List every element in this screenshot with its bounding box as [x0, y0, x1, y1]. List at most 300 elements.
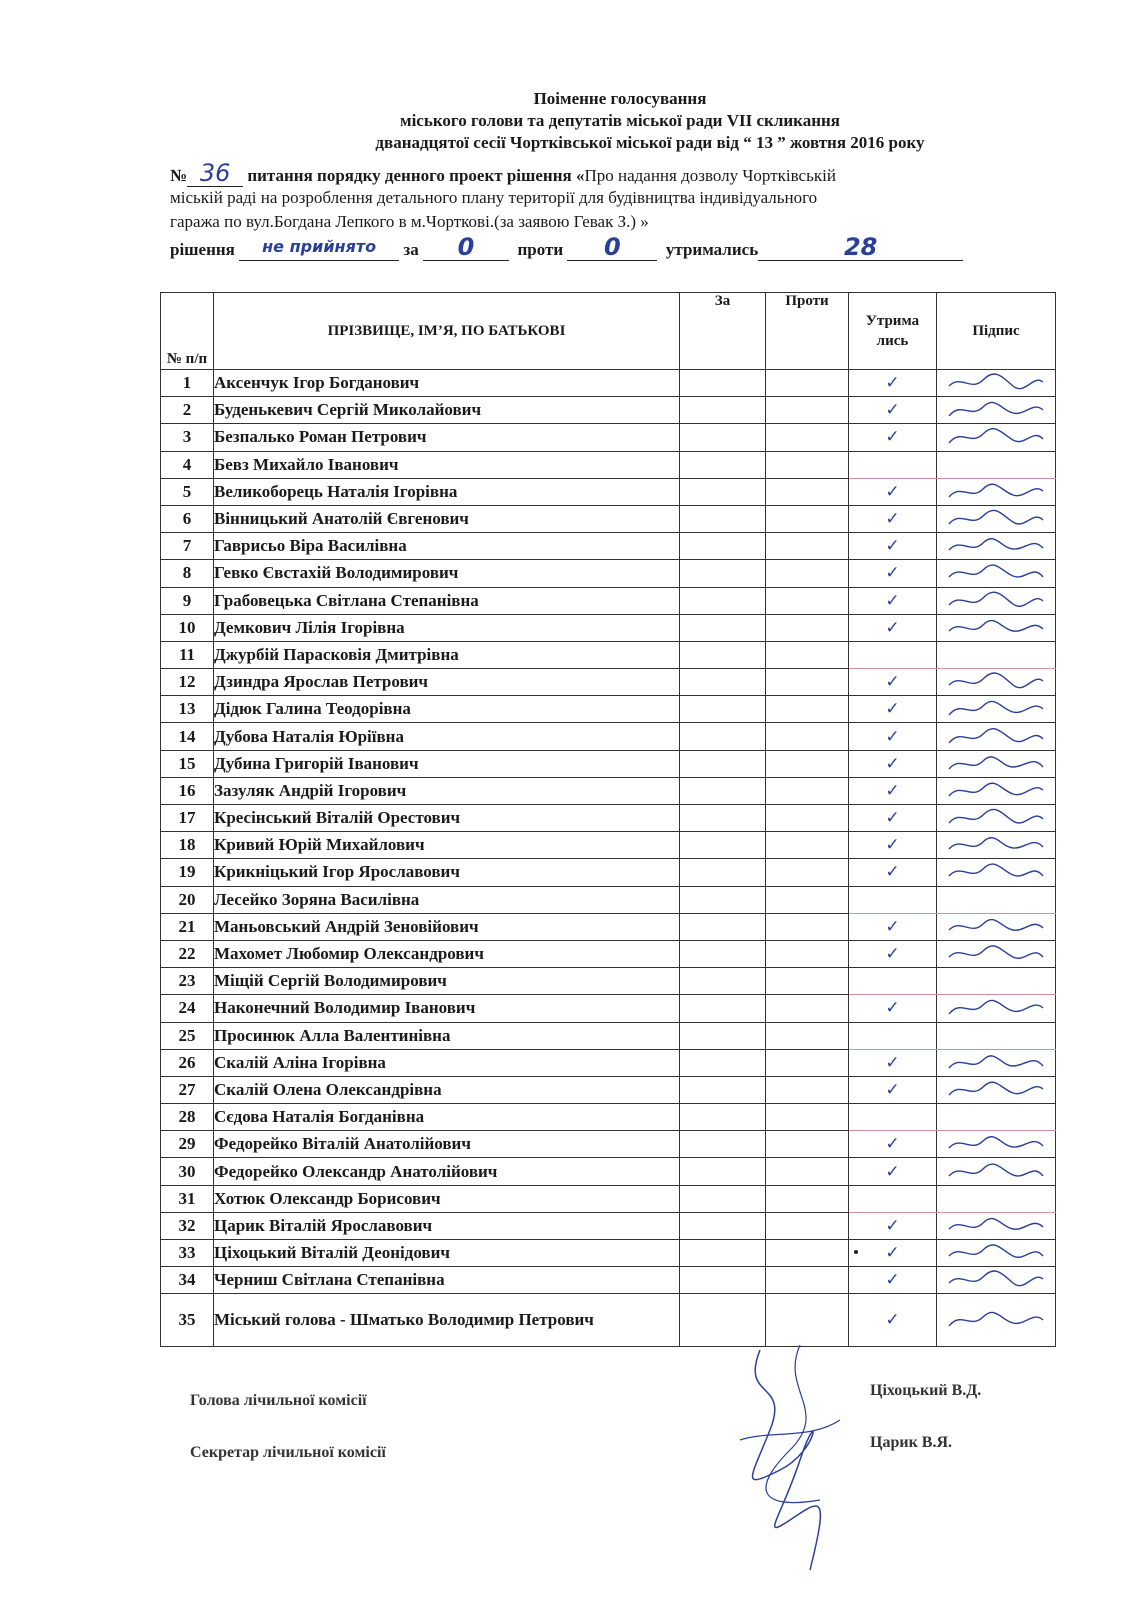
for-field	[423, 234, 509, 261]
check-mark-icon: ✓	[885, 753, 900, 774]
check-mark-icon: ✓	[885, 672, 900, 693]
table-row	[161, 750, 1056, 777]
row-number: 21	[161, 913, 214, 940]
row-against-cell	[766, 1212, 849, 1239]
row-abstain-cell	[849, 560, 937, 587]
signature-icon	[941, 1242, 1051, 1264]
row-name: Царик Віталій Ярославович	[214, 1212, 680, 1239]
row-number: 18	[161, 832, 214, 859]
decision-label: рішення	[170, 240, 235, 259]
row-number: 14	[161, 723, 214, 750]
table-row	[161, 614, 1056, 641]
table-row	[161, 533, 1056, 560]
row-signature-cell	[937, 995, 1056, 1022]
row-signature-cell	[937, 832, 1056, 859]
col-abstain-header: Утрима лись	[849, 293, 937, 370]
row-name: Хотюк Олександр Борисович	[214, 1185, 680, 1212]
row-for-cell	[680, 1185, 766, 1212]
row-against-cell	[766, 669, 849, 696]
row-signature-cell	[937, 669, 1056, 696]
row-against-cell	[766, 641, 849, 668]
row-number: 16	[161, 777, 214, 804]
col-name-header: ПРІЗВИЩЕ, ІМ’Я, ПО БАТЬКОВІ	[214, 293, 680, 370]
row-for-cell	[680, 968, 766, 995]
row-name: Джурбій Парасковія Дмитрівна	[214, 641, 680, 668]
secretary-label: Секретар лічильної комісії	[190, 1444, 386, 1461]
row-against-cell	[766, 1104, 849, 1131]
signature-icon	[941, 1161, 1051, 1183]
row-against-cell	[766, 723, 849, 750]
row-abstain-cell	[849, 832, 937, 859]
row-signature-cell	[937, 505, 1056, 532]
abstained-value: 28	[843, 233, 878, 261]
signature-icon	[941, 372, 1051, 394]
row-number: 29	[161, 1131, 214, 1158]
row-abstain-cell	[849, 370, 937, 397]
row-name: Демкович Лілія Ігорівна	[214, 614, 680, 641]
row-signature-cell	[937, 1131, 1056, 1158]
signature-icon	[941, 1269, 1051, 1291]
row-signature-cell	[937, 1185, 1056, 1212]
check-mark-icon: ✓	[885, 509, 900, 530]
check-mark-icon: ✓	[885, 427, 900, 448]
row-number: 20	[161, 886, 214, 913]
row-signature-cell	[937, 940, 1056, 967]
row-for-cell	[680, 370, 766, 397]
row-signature-cell	[937, 370, 1056, 397]
row-for-cell	[680, 1158, 766, 1185]
row-signature-cell	[937, 560, 1056, 587]
check-mark-icon: ✓	[885, 808, 900, 829]
row-name: Наконечний Володимир Іванович	[214, 995, 680, 1022]
table-header-row	[161, 293, 1056, 370]
row-number: 17	[161, 805, 214, 832]
check-mark-icon: ✓	[885, 780, 900, 801]
row-name: Скалій Олена Олександрівна	[214, 1076, 680, 1103]
col-number-header: № п/п	[161, 293, 214, 370]
row-against-cell	[766, 560, 849, 587]
table-row	[161, 1212, 1056, 1239]
row-abstain-cell	[849, 1049, 937, 1076]
row-against-cell	[766, 1049, 849, 1076]
row-number: 11	[161, 641, 214, 668]
row-abstain-cell	[849, 1022, 937, 1049]
row-number: 25	[161, 1022, 214, 1049]
row-name: Міський голова - Шматько Володимир Петрович	[214, 1294, 680, 1347]
row-abstain-cell	[849, 1294, 937, 1347]
row-signature-cell	[937, 533, 1056, 560]
row-for-cell	[680, 587, 766, 614]
row-against-cell	[766, 1158, 849, 1185]
check-mark-icon: ✓	[885, 726, 900, 747]
table-row	[161, 560, 1056, 587]
row-against-cell	[766, 587, 849, 614]
row-number: 2	[161, 397, 214, 424]
row-signature-cell	[937, 913, 1056, 940]
row-number: 6	[161, 505, 214, 532]
for-label: за	[403, 240, 419, 259]
row-for-cell	[680, 1294, 766, 1347]
check-mark-icon: ✓	[885, 400, 900, 421]
row-against-cell	[766, 777, 849, 804]
row-abstain-cell	[849, 723, 937, 750]
row-name: Федорейко Олександр Анатолійович	[214, 1158, 680, 1185]
row-number: 1	[161, 370, 214, 397]
row-signature-cell	[937, 805, 1056, 832]
row-name: Грабовецька Світлана Степанівна	[214, 587, 680, 614]
signature-icon	[941, 1309, 1051, 1331]
row-abstain-cell	[849, 859, 937, 886]
row-number: 23	[161, 968, 214, 995]
row-against-cell	[766, 859, 849, 886]
row-number: 10	[161, 614, 214, 641]
row-against-cell	[766, 533, 849, 560]
row-signature-cell	[937, 641, 1056, 668]
row-signature-cell	[937, 750, 1056, 777]
row-signature-cell	[937, 424, 1056, 451]
row-name: Сєдова Наталія Богданівна	[214, 1104, 680, 1131]
row-against-cell	[766, 1131, 849, 1158]
row-signature-cell	[937, 1267, 1056, 1294]
decision-field	[239, 234, 399, 261]
row-abstain-cell	[849, 1131, 937, 1158]
table-row	[161, 397, 1056, 424]
check-mark-icon: ✓	[885, 1215, 900, 1236]
signature-icon	[941, 481, 1051, 503]
row-name: Міщій Сергій Володимирович	[214, 968, 680, 995]
row-abstain-cell	[849, 587, 937, 614]
table-row	[161, 1267, 1056, 1294]
table-row	[161, 424, 1056, 451]
table-row	[161, 505, 1056, 532]
row-signature-cell	[937, 1294, 1056, 1347]
row-for-cell	[680, 913, 766, 940]
row-abstain-cell	[849, 1212, 937, 1239]
row-abstain-cell	[849, 505, 937, 532]
row-for-cell	[680, 641, 766, 668]
check-mark-icon: ✓	[885, 1243, 900, 1264]
check-mark-icon: ✓	[885, 1079, 900, 1100]
commission-signature-icon	[720, 1340, 860, 1590]
row-name: Дідюк Галина Теодорівна	[214, 696, 680, 723]
row-signature-cell	[937, 478, 1056, 505]
signature-icon	[941, 753, 1051, 775]
for-value: 0	[457, 233, 475, 261]
abstained-field	[758, 234, 963, 261]
row-against-cell	[766, 424, 849, 451]
row-number: 22	[161, 940, 214, 967]
table-row	[161, 832, 1056, 859]
table-row	[161, 886, 1056, 913]
table-row	[161, 370, 1056, 397]
row-for-cell	[680, 1104, 766, 1131]
row-name: Черниш Світлана Степанівна	[214, 1267, 680, 1294]
row-against-cell	[766, 832, 849, 859]
table-row	[161, 1022, 1056, 1049]
table-row	[161, 995, 1056, 1022]
check-mark-icon: ✓	[885, 944, 900, 965]
row-abstain-cell	[849, 913, 937, 940]
row-abstain-cell	[849, 478, 937, 505]
row-number: 12	[161, 669, 214, 696]
row-name: Федорейко Віталій Анатолійович	[214, 1131, 680, 1158]
signature-icon	[941, 780, 1051, 802]
row-abstain-cell	[849, 1240, 937, 1267]
signature-icon	[941, 535, 1051, 557]
check-mark-icon: ✓	[885, 998, 900, 1019]
row-for-cell	[680, 940, 766, 967]
row-for-cell	[680, 832, 766, 859]
check-mark-icon: ✓	[885, 536, 900, 557]
signature-icon	[941, 508, 1051, 530]
table-row	[161, 805, 1056, 832]
table-row	[161, 1158, 1056, 1185]
row-name: Аксенчук Ігор Богданович	[214, 370, 680, 397]
row-abstain-cell	[849, 777, 937, 804]
signature-icon	[941, 943, 1051, 965]
signature-icon	[941, 807, 1051, 829]
row-against-cell	[766, 614, 849, 641]
question-line-3: гаража по вул.Богдана Лепкого в м.Чорткові.(за заявою Гевак З.) »	[170, 212, 649, 231]
col-against-header: Проти	[766, 293, 849, 370]
row-number: 30	[161, 1158, 214, 1185]
row-for-cell	[680, 723, 766, 750]
row-signature-cell	[937, 587, 1056, 614]
signature-icon	[941, 698, 1051, 720]
row-name: Вінницький Анатолій Євгенович	[214, 505, 680, 532]
row-against-cell	[766, 995, 849, 1022]
check-mark-icon: ✓	[885, 1052, 900, 1073]
check-mark-icon: ✓	[885, 617, 900, 638]
ink-dot	[854, 1250, 858, 1254]
row-abstain-cell	[849, 641, 937, 668]
against-value: 0	[604, 233, 621, 261]
table-row	[161, 669, 1056, 696]
signature-icon	[941, 1133, 1051, 1155]
row-number: 33	[161, 1240, 214, 1267]
row-name: Крикніцький Ігор Ярославович	[214, 859, 680, 886]
row-signature-cell	[937, 859, 1056, 886]
check-mark-icon: ✓	[885, 481, 900, 502]
row-against-cell	[766, 505, 849, 532]
row-for-cell	[680, 1049, 766, 1076]
row-name: Дубова Наталія Юріївна	[214, 723, 680, 750]
table-row	[161, 587, 1056, 614]
row-against-cell	[766, 478, 849, 505]
row-against-cell	[766, 1022, 849, 1049]
row-name: Просинюк Алла Валентинівна	[214, 1022, 680, 1049]
row-against-cell	[766, 1240, 849, 1267]
row-number: 32	[161, 1212, 214, 1239]
row-for-cell	[680, 1240, 766, 1267]
table-row	[161, 913, 1056, 940]
row-against-cell	[766, 750, 849, 777]
check-mark-icon: ✓	[885, 1270, 900, 1291]
table-body	[161, 370, 1056, 1347]
row-signature-cell	[937, 696, 1056, 723]
row-abstain-cell	[849, 1158, 937, 1185]
signature-icon	[941, 834, 1051, 856]
row-for-cell	[680, 805, 766, 832]
row-name: Скалій Аліна Ігорівна	[214, 1049, 680, 1076]
row-against-cell	[766, 696, 849, 723]
row-for-cell	[680, 995, 766, 1022]
row-for-cell	[680, 397, 766, 424]
row-abstain-cell	[849, 397, 937, 424]
table-row	[161, 723, 1056, 750]
abstained-label: утримались	[665, 240, 759, 259]
row-signature-cell	[937, 968, 1056, 995]
row-signature-cell	[937, 1049, 1056, 1076]
col-for-header: За	[680, 293, 766, 370]
signature-icon	[941, 916, 1051, 938]
question-number-field	[187, 160, 243, 187]
row-for-cell	[680, 478, 766, 505]
row-number: 5	[161, 478, 214, 505]
row-number: 13	[161, 696, 214, 723]
row-number: 34	[161, 1267, 214, 1294]
row-signature-cell	[937, 1022, 1056, 1049]
row-abstain-cell	[849, 614, 937, 641]
row-signature-cell	[937, 1240, 1056, 1267]
row-number: 7	[161, 533, 214, 560]
signature-icon	[941, 861, 1051, 883]
signature-icon	[941, 726, 1051, 748]
question-number: 36	[199, 159, 231, 187]
row-number: 9	[161, 587, 214, 614]
header-line-3: дванадцятої сесії Чортківської міської ради від “ 13 ” жовтня 2016 року	[375, 133, 925, 152]
row-against-cell	[766, 1076, 849, 1103]
row-abstain-cell	[849, 940, 937, 967]
row-against-cell	[766, 1267, 849, 1294]
table-row	[161, 940, 1056, 967]
row-signature-cell	[937, 886, 1056, 913]
check-mark-icon: ✓	[885, 1134, 900, 1155]
signature-icon	[941, 1215, 1051, 1237]
row-signature-cell	[937, 614, 1056, 641]
row-signature-cell	[937, 1104, 1056, 1131]
row-number: 31	[161, 1185, 214, 1212]
table-row	[161, 1294, 1056, 1347]
row-abstain-cell	[849, 1267, 937, 1294]
check-mark-icon: ✓	[885, 1161, 900, 1182]
row-abstain-cell	[849, 886, 937, 913]
row-for-cell	[680, 777, 766, 804]
secretary-name: Царик В.Я.	[870, 1434, 953, 1451]
table-row	[161, 1076, 1056, 1103]
table-row	[161, 1104, 1056, 1131]
row-against-cell	[766, 1294, 849, 1347]
row-name: Гаврисьо Віра Василівна	[214, 533, 680, 560]
row-name: Кривий Юрій Михайлович	[214, 832, 680, 859]
row-for-cell	[680, 696, 766, 723]
row-against-cell	[766, 913, 849, 940]
signature-icon	[941, 997, 1051, 1019]
row-abstain-cell	[849, 696, 937, 723]
against-label: проти	[517, 240, 564, 259]
signature-icon	[941, 426, 1051, 448]
signature-icon	[941, 617, 1051, 639]
row-for-cell	[680, 669, 766, 696]
row-for-cell	[680, 614, 766, 641]
row-abstain-cell	[849, 750, 937, 777]
row-name: Ціхоцький Віталій Деонідович	[214, 1240, 680, 1267]
row-against-cell	[766, 968, 849, 995]
against-field	[567, 234, 657, 261]
signature-icon	[941, 1052, 1051, 1074]
row-signature-cell	[937, 1076, 1056, 1103]
row-for-cell	[680, 1022, 766, 1049]
row-name: Маньовський Андрій Зеновійович	[214, 913, 680, 940]
table-row	[161, 777, 1056, 804]
check-mark-icon: ✓	[885, 590, 900, 611]
row-signature-cell	[937, 397, 1056, 424]
row-abstain-cell	[849, 805, 937, 832]
row-name: Дубина Григорій Іванович	[214, 750, 680, 777]
row-name: Лесейко Зоряна Василівна	[214, 886, 680, 913]
signature-icon	[941, 562, 1051, 584]
row-for-cell	[680, 1076, 766, 1103]
check-mark-icon: ✓	[885, 373, 900, 394]
row-for-cell	[680, 859, 766, 886]
row-abstain-cell	[849, 995, 937, 1022]
question-bold-text: питання порядку денного проект рішення «	[243, 166, 585, 185]
row-abstain-cell	[849, 1185, 937, 1212]
chair-label: Голова лічильної комісії	[190, 1392, 367, 1409]
table-row	[161, 1049, 1056, 1076]
row-against-cell	[766, 451, 849, 478]
row-name: Зазуляк Андрій Ігорович	[214, 777, 680, 804]
signature-icon	[941, 671, 1051, 693]
row-for-cell	[680, 533, 766, 560]
decision-value: не прийнято	[262, 237, 377, 256]
row-against-cell	[766, 886, 849, 913]
row-signature-cell	[937, 451, 1056, 478]
row-name: Гевко Євстахій Володимирович	[214, 560, 680, 587]
row-name: Махомет Любомир Олександрович	[214, 940, 680, 967]
row-number: 4	[161, 451, 214, 478]
row-abstain-cell	[849, 1076, 937, 1103]
table-row	[161, 478, 1056, 505]
row-signature-cell	[937, 1212, 1056, 1239]
table-row	[161, 1240, 1056, 1267]
signature-icon	[941, 590, 1051, 612]
table-row	[161, 641, 1056, 668]
document-header	[170, 88, 1070, 154]
row-name: Бевз Михайло Іванович	[214, 451, 680, 478]
result-line	[170, 234, 1070, 261]
row-abstain-cell	[849, 533, 937, 560]
row-against-cell	[766, 370, 849, 397]
row-for-cell	[680, 1212, 766, 1239]
check-mark-icon: ✓	[885, 862, 900, 883]
question-text: Про надання дозволу Чортківській	[584, 166, 836, 185]
row-name: Безпалько Роман Петрович	[214, 424, 680, 451]
col-signature-header: Підпис	[937, 293, 1056, 370]
check-mark-icon: ✓	[885, 916, 900, 937]
check-mark-icon: ✓	[885, 563, 900, 584]
row-number: 8	[161, 560, 214, 587]
table-row	[161, 1185, 1056, 1212]
row-for-cell	[680, 886, 766, 913]
row-abstain-cell	[849, 968, 937, 995]
row-name: Кресінський Віталій Орестович	[214, 805, 680, 832]
row-against-cell	[766, 397, 849, 424]
row-for-cell	[680, 750, 766, 777]
row-name: Буденькевич Сергій Миколайович	[214, 397, 680, 424]
row-number: 28	[161, 1104, 214, 1131]
check-mark-icon: ✓	[885, 1310, 900, 1331]
